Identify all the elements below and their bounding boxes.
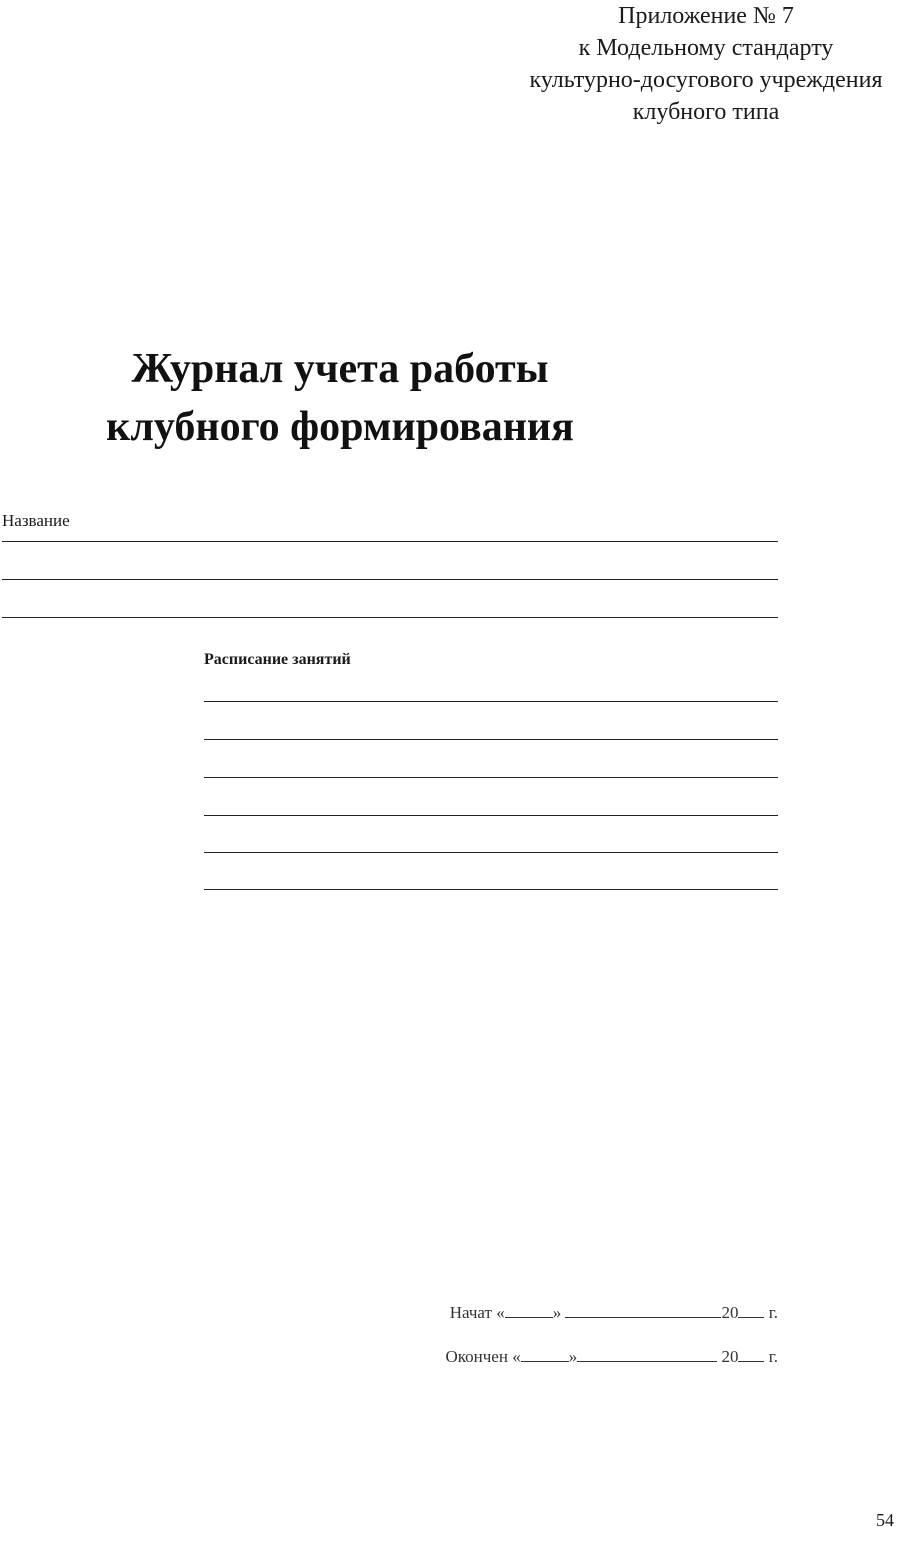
start-month-blank[interactable] <box>565 1302 721 1318</box>
start-label: Начат <box>449 1303 492 1322</box>
title-line-2: клубного формирования <box>106 404 574 450</box>
schedule-line-4[interactable] <box>204 815 778 816</box>
appendix-line: к Модельному стандарту <box>578 35 834 61</box>
schedule-line-6[interactable] <box>204 889 778 890</box>
open-quote: « <box>496 1303 505 1322</box>
end-label: Окончен <box>445 1347 508 1366</box>
document-title <box>40 340 640 456</box>
end-date-row <box>445 1346 778 1367</box>
appendix-header <box>500 0 900 128</box>
name-line-2[interactable] <box>2 579 778 580</box>
name-label: Название <box>2 511 70 530</box>
start-date-row <box>450 1302 778 1323</box>
name-line-3[interactable] <box>2 617 778 618</box>
appendix-line: культурно-досугового учреждения <box>529 67 883 93</box>
open-quote: « <box>512 1347 521 1366</box>
close-quote: » <box>552 1303 562 1322</box>
schedule-line-2[interactable] <box>204 739 778 740</box>
page-number: 54 <box>876 1510 894 1530</box>
schedule-label: Расписание занятий <box>204 651 351 668</box>
end-day-blank[interactable] <box>521 1346 569 1362</box>
appendix-line: клубного типа <box>632 99 780 125</box>
title-line-1: Журнал учета работы <box>131 346 549 392</box>
end-year-blank[interactable] <box>738 1346 764 1362</box>
schedule-line-3[interactable] <box>204 777 778 778</box>
name-line-1[interactable] <box>2 541 778 542</box>
year-suffix: г. <box>768 1347 778 1366</box>
year-suffix: г. <box>768 1303 778 1322</box>
century-text: 20 <box>721 1347 739 1366</box>
end-month-blank[interactable] <box>577 1346 717 1362</box>
start-day-blank[interactable] <box>505 1302 553 1318</box>
schedule-line-5[interactable] <box>204 852 778 853</box>
century-text: 20 <box>721 1303 739 1322</box>
schedule-line-1[interactable] <box>204 701 778 702</box>
start-year-blank[interactable] <box>738 1302 764 1318</box>
close-quote: » <box>568 1347 578 1366</box>
appendix-line: Приложение № 7 <box>618 3 794 29</box>
